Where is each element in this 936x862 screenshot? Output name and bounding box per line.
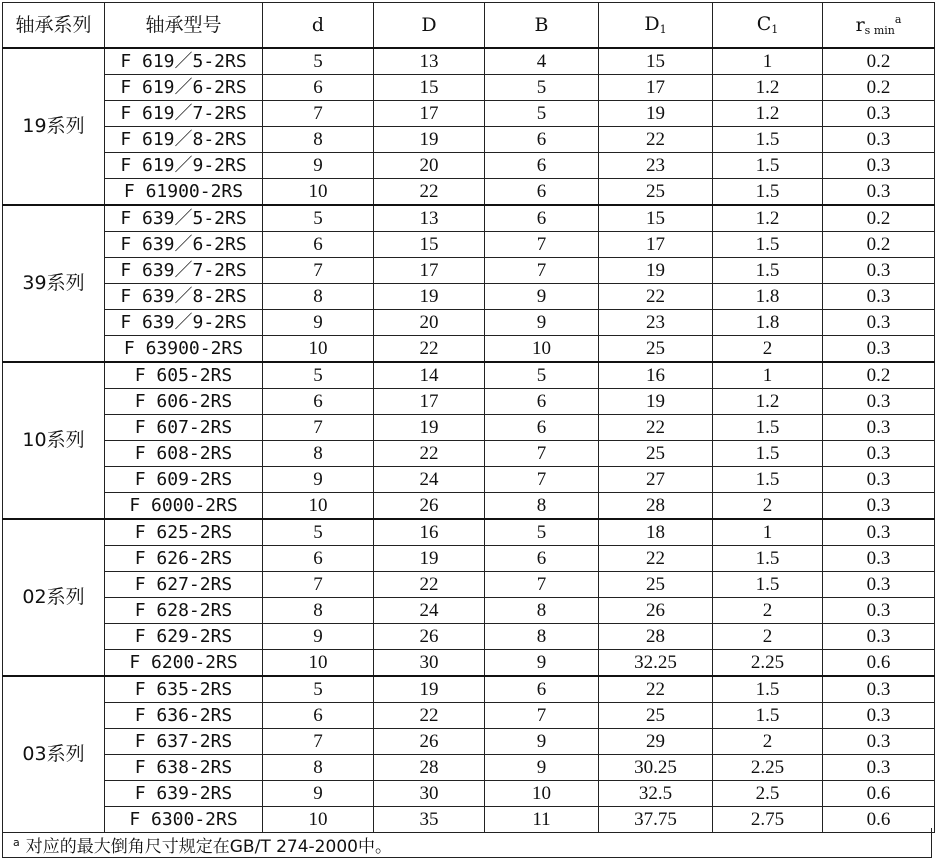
cell-D: 24 <box>374 467 485 493</box>
cell-D1: 22 <box>599 127 713 153</box>
cell-D1: 25 <box>599 179 713 206</box>
table-row <box>3 232 935 258</box>
cell-B: 4 <box>485 48 599 75</box>
cell-rsmin: 0.3 <box>823 101 935 127</box>
cell-B: 6 <box>485 676 599 703</box>
cell-D1: 25 <box>599 336 713 363</box>
cell-D1: 16 <box>599 362 713 389</box>
header-rsmin <box>823 3 935 49</box>
table-row <box>3 48 935 75</box>
cell-model: F 6300-2RS <box>105 807 263 833</box>
series-cell: 02系列 <box>3 519 105 676</box>
table-row <box>3 75 935 101</box>
header-D: D <box>374 3 485 49</box>
cell-C1: 1.8 <box>713 310 823 336</box>
cell-C1: 2.75 <box>713 807 823 833</box>
cell-D: 28 <box>374 755 485 781</box>
cell-C1: 2 <box>713 729 823 755</box>
cell-rsmin: 0.2 <box>823 75 935 101</box>
cell-B: 10 <box>485 336 599 363</box>
table-row <box>3 703 935 729</box>
cell-model: F 639／6-2RS <box>105 232 263 258</box>
header-r-main: r <box>855 14 865 36</box>
cell-model: F 6200-2RS <box>105 650 263 677</box>
cell-rsmin: 0.3 <box>823 389 935 415</box>
cell-rsmin: 0.3 <box>823 624 935 650</box>
cell-B: 5 <box>485 101 599 127</box>
cell-model: F 627-2RS <box>105 572 263 598</box>
cell-d: 10 <box>263 650 374 677</box>
cell-B: 9 <box>485 310 599 336</box>
cell-D1: 19 <box>599 258 713 284</box>
cell-C1: 1.8 <box>713 284 823 310</box>
cell-D: 19 <box>374 415 485 441</box>
series-cell: 10系列 <box>3 362 105 519</box>
cell-rsmin: 0.2 <box>823 205 935 232</box>
cell-D: 15 <box>374 232 485 258</box>
table-row <box>3 127 935 153</box>
cell-D: 17 <box>374 389 485 415</box>
cell-D: 22 <box>374 703 485 729</box>
cell-d: 10 <box>263 336 374 363</box>
cell-rsmin: 0.3 <box>823 336 935 363</box>
cell-model: F 609-2RS <box>105 467 263 493</box>
cell-d: 10 <box>263 179 374 206</box>
cell-D1: 29 <box>599 729 713 755</box>
cell-d: 8 <box>263 284 374 310</box>
cell-D: 16 <box>374 519 485 546</box>
header-d: d <box>263 3 374 49</box>
cell-model: F 625-2RS <box>105 519 263 546</box>
cell-rsmin: 0.3 <box>823 153 935 179</box>
cell-model: F 638-2RS <box>105 755 263 781</box>
series-cell: 39系列 <box>3 205 105 362</box>
footnote <box>2 828 932 858</box>
header-C1-main: C <box>756 13 772 35</box>
cell-D1: 23 <box>599 153 713 179</box>
cell-D1: 23 <box>599 310 713 336</box>
cell-D1: 17 <box>599 232 713 258</box>
cell-model: F 619／8-2RS <box>105 127 263 153</box>
cell-D1: 18 <box>599 519 713 546</box>
header-B: B <box>485 3 599 49</box>
cell-rsmin: 0.3 <box>823 755 935 781</box>
cell-D1: 19 <box>599 101 713 127</box>
header-D1-main: D <box>644 13 660 35</box>
cell-B: 6 <box>485 546 599 572</box>
cell-model: F 639／9-2RS <box>105 310 263 336</box>
cell-D1: 30.25 <box>599 755 713 781</box>
table-row <box>3 101 935 127</box>
cell-C1: 1.5 <box>713 676 823 703</box>
cell-rsmin: 0.3 <box>823 519 935 546</box>
cell-C1: 1 <box>713 362 823 389</box>
cell-C1: 2 <box>713 336 823 363</box>
cell-model: F 61900-2RS <box>105 179 263 206</box>
header-C1 <box>713 3 823 49</box>
cell-D: 22 <box>374 336 485 363</box>
cell-D: 13 <box>374 48 485 75</box>
cell-D1: 32.25 <box>599 650 713 677</box>
cell-D1: 22 <box>599 284 713 310</box>
cell-B: 6 <box>485 153 599 179</box>
cell-B: 6 <box>485 205 599 232</box>
header-series: 轴承系列 <box>3 3 105 49</box>
cell-rsmin: 0.3 <box>823 729 935 755</box>
cell-d: 5 <box>263 205 374 232</box>
cell-D1: 22 <box>599 676 713 703</box>
cell-B: 9 <box>485 755 599 781</box>
cell-rsmin: 0.6 <box>823 650 935 677</box>
cell-D1: 15 <box>599 205 713 232</box>
cell-rsmin: 0.2 <box>823 232 935 258</box>
cell-C1: 1.5 <box>713 127 823 153</box>
cell-d: 5 <box>263 519 374 546</box>
cell-d: 5 <box>263 48 374 75</box>
cell-C1: 1.5 <box>713 179 823 206</box>
cell-d: 8 <box>263 598 374 624</box>
table-row <box>3 467 935 493</box>
cell-d: 9 <box>263 624 374 650</box>
cell-C1: 1.2 <box>713 205 823 232</box>
cell-model: F 639／5-2RS <box>105 205 263 232</box>
table-row <box>3 205 935 232</box>
cell-model: F 635-2RS <box>105 676 263 703</box>
header-D1-sub: 1 <box>659 23 667 36</box>
table-row <box>3 153 935 179</box>
cell-C1: 2 <box>713 493 823 520</box>
table-row <box>3 415 935 441</box>
cell-D: 15 <box>374 75 485 101</box>
cell-B: 7 <box>485 703 599 729</box>
cell-D1: 28 <box>599 624 713 650</box>
table-row <box>3 441 935 467</box>
cell-model: F 607-2RS <box>105 415 263 441</box>
cell-C1: 2 <box>713 598 823 624</box>
table-row <box>3 258 935 284</box>
cell-B: 8 <box>485 624 599 650</box>
cell-D: 20 <box>374 153 485 179</box>
cell-C1: 1.5 <box>713 467 823 493</box>
cell-d: 8 <box>263 441 374 467</box>
cell-d: 9 <box>263 153 374 179</box>
table-row <box>3 179 935 206</box>
cell-D: 22 <box>374 441 485 467</box>
cell-D: 24 <box>374 598 485 624</box>
cell-D1: 37.75 <box>599 807 713 833</box>
cell-model: F 637-2RS <box>105 729 263 755</box>
footnote-marker: a <box>13 836 20 849</box>
cell-model: F 626-2RS <box>105 546 263 572</box>
cell-B: 7 <box>485 572 599 598</box>
footnote-text: 对应的最大倒角尺寸规定在GB/T 274-2000中。 <box>25 837 392 857</box>
table-row <box>3 336 935 363</box>
table-row <box>3 729 935 755</box>
cell-d: 8 <box>263 755 374 781</box>
cell-d: 7 <box>263 101 374 127</box>
cell-d: 7 <box>263 415 374 441</box>
cell-model: F 608-2RS <box>105 441 263 467</box>
cell-d: 10 <box>263 493 374 520</box>
cell-D: 17 <box>374 101 485 127</box>
cell-D: 19 <box>374 127 485 153</box>
cell-rsmin: 0.3 <box>823 598 935 624</box>
cell-d: 5 <box>263 676 374 703</box>
cell-D1: 19 <box>599 389 713 415</box>
cell-D1: 25 <box>599 441 713 467</box>
cell-d: 7 <box>263 729 374 755</box>
cell-B: 8 <box>485 598 599 624</box>
cell-d: 6 <box>263 75 374 101</box>
cell-d: 8 <box>263 127 374 153</box>
cell-B: 6 <box>485 179 599 206</box>
cell-D: 35 <box>374 807 485 833</box>
cell-model: F 619／6-2RS <box>105 75 263 101</box>
series-cell: 19系列 <box>3 48 105 205</box>
cell-rsmin: 0.3 <box>823 310 935 336</box>
cell-model: F 639-2RS <box>105 781 263 807</box>
cell-d: 7 <box>263 572 374 598</box>
cell-C1: 1 <box>713 48 823 75</box>
cell-D1: 17 <box>599 75 713 101</box>
cell-C1: 1.2 <box>713 101 823 127</box>
cell-C1: 1.5 <box>713 415 823 441</box>
table-row <box>3 389 935 415</box>
cell-D: 14 <box>374 362 485 389</box>
cell-model: F 605-2RS <box>105 362 263 389</box>
cell-D: 19 <box>374 676 485 703</box>
cell-B: 5 <box>485 519 599 546</box>
cell-D: 26 <box>374 624 485 650</box>
cell-D: 22 <box>374 572 485 598</box>
cell-rsmin: 0.3 <box>823 179 935 206</box>
cell-D: 13 <box>374 205 485 232</box>
cell-d: 7 <box>263 258 374 284</box>
header-model: 轴承型号 <box>105 3 263 49</box>
cell-C1: 1.5 <box>713 703 823 729</box>
cell-C1: 2.25 <box>713 650 823 677</box>
cell-rsmin: 0.3 <box>823 415 935 441</box>
cell-C1: 2 <box>713 624 823 650</box>
cell-D1: 26 <box>599 598 713 624</box>
cell-d: 6 <box>263 232 374 258</box>
header-row <box>3 3 935 49</box>
cell-rsmin: 0.3 <box>823 493 935 520</box>
cell-B: 8 <box>485 493 599 520</box>
cell-B: 9 <box>485 650 599 677</box>
cell-D1: 25 <box>599 572 713 598</box>
cell-B: 9 <box>485 729 599 755</box>
cell-C1: 1.5 <box>713 258 823 284</box>
cell-rsmin: 0.3 <box>823 703 935 729</box>
bearing-dimension-table <box>2 2 935 833</box>
cell-rsmin: 0.3 <box>823 546 935 572</box>
cell-C1: 1.5 <box>713 441 823 467</box>
header-r-sub: s min <box>864 24 895 37</box>
cell-D: 26 <box>374 493 485 520</box>
cell-D1: 22 <box>599 415 713 441</box>
table-row <box>3 519 935 546</box>
cell-C1: 1.5 <box>713 572 823 598</box>
cell-model: F 639／8-2RS <box>105 284 263 310</box>
cell-C1: 1.5 <box>713 232 823 258</box>
cell-B: 6 <box>485 389 599 415</box>
header-C1-sub: 1 <box>771 23 779 36</box>
cell-D1: 22 <box>599 546 713 572</box>
cell-B: 6 <box>485 415 599 441</box>
cell-rsmin: 0.3 <box>823 284 935 310</box>
cell-d: 9 <box>263 467 374 493</box>
cell-D1: 25 <box>599 703 713 729</box>
cell-rsmin: 0.3 <box>823 467 935 493</box>
cell-D: 30 <box>374 650 485 677</box>
cell-B: 7 <box>485 441 599 467</box>
header-D1 <box>599 3 713 49</box>
table-row <box>3 546 935 572</box>
cell-model: F 629-2RS <box>105 624 263 650</box>
table-row <box>3 284 935 310</box>
cell-d: 6 <box>263 703 374 729</box>
cell-model: F 636-2RS <box>105 703 263 729</box>
cell-B: 5 <box>485 362 599 389</box>
cell-D1: 32.5 <box>599 781 713 807</box>
table-row <box>3 755 935 781</box>
cell-model: F 6000-2RS <box>105 493 263 520</box>
cell-D: 26 <box>374 729 485 755</box>
table-row <box>3 676 935 703</box>
cell-model: F 606-2RS <box>105 389 263 415</box>
cell-D1: 27 <box>599 467 713 493</box>
cell-C1: 1.2 <box>713 389 823 415</box>
table-row <box>3 781 935 807</box>
cell-rsmin: 0.2 <box>823 48 935 75</box>
table-row <box>3 572 935 598</box>
cell-d: 9 <box>263 310 374 336</box>
cell-D: 20 <box>374 310 485 336</box>
cell-d: 9 <box>263 781 374 807</box>
cell-C1: 2.5 <box>713 781 823 807</box>
cell-rsmin: 0.3 <box>823 127 935 153</box>
cell-C1: 1.2 <box>713 75 823 101</box>
table-row <box>3 624 935 650</box>
cell-d: 6 <box>263 546 374 572</box>
cell-D: 30 <box>374 781 485 807</box>
cell-B: 5 <box>485 75 599 101</box>
cell-C1: 1 <box>713 519 823 546</box>
cell-D1: 28 <box>599 493 713 520</box>
cell-B: 9 <box>485 284 599 310</box>
series-cell: 03系列 <box>3 676 105 833</box>
header-r-sup: a <box>894 13 902 26</box>
cell-model: F 639／7-2RS <box>105 258 263 284</box>
cell-d: 10 <box>263 807 374 833</box>
table-row <box>3 650 935 677</box>
cell-model: F 63900-2RS <box>105 336 263 363</box>
cell-model: F 628-2RS <box>105 598 263 624</box>
table-row <box>3 598 935 624</box>
cell-d: 6 <box>263 389 374 415</box>
cell-B: 7 <box>485 232 599 258</box>
cell-B: 6 <box>485 127 599 153</box>
cell-rsmin: 0.3 <box>823 676 935 703</box>
cell-model: F 619／7-2RS <box>105 101 263 127</box>
cell-B: 10 <box>485 781 599 807</box>
cell-C1: 1.5 <box>713 153 823 179</box>
table-row <box>3 310 935 336</box>
cell-D1: 15 <box>599 48 713 75</box>
table-row <box>3 362 935 389</box>
cell-rsmin: 0.3 <box>823 441 935 467</box>
cell-D: 17 <box>374 258 485 284</box>
cell-model: F 619／9-2RS <box>105 153 263 179</box>
cell-rsmin: 0.2 <box>823 362 935 389</box>
cell-B: 7 <box>485 258 599 284</box>
cell-rsmin: 0.6 <box>823 807 935 833</box>
cell-D: 19 <box>374 546 485 572</box>
table-row <box>3 493 935 520</box>
cell-C1: 2.25 <box>713 755 823 781</box>
cell-rsmin: 0.3 <box>823 258 935 284</box>
cell-D: 19 <box>374 284 485 310</box>
cell-C1: 1.5 <box>713 546 823 572</box>
cell-D: 22 <box>374 179 485 206</box>
table-body <box>3 48 935 833</box>
cell-rsmin: 0.6 <box>823 781 935 807</box>
cell-rsmin: 0.3 <box>823 572 935 598</box>
cell-d: 5 <box>263 362 374 389</box>
cell-B: 11 <box>485 807 599 833</box>
cell-B: 7 <box>485 467 599 493</box>
cell-model: F 619／5-2RS <box>105 48 263 75</box>
